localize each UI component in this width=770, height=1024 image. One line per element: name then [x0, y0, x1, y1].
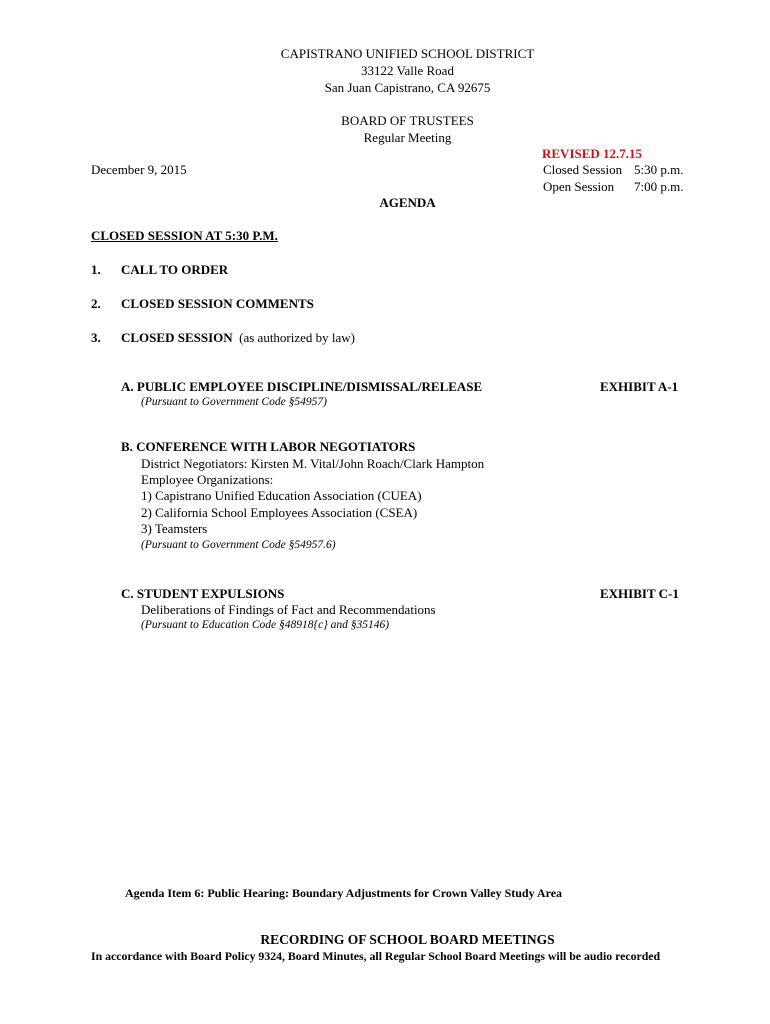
item-1-number: 1.	[91, 262, 101, 277]
board-title: BOARD OF TRUSTEES	[341, 113, 474, 128]
sub-b-title: B. CONFERENCE WITH LABOR NEGOTIATORS	[121, 439, 416, 454]
sub-c-citation: (Pursuant to Education Code §48918{c} and §35146)	[141, 619, 390, 631]
agenda-heading: AGENDA	[379, 195, 436, 210]
sub-b-line-4: 2) California School Employees Association (CSEA)	[141, 505, 418, 520]
closed-session-label: Closed Session	[543, 162, 623, 177]
meeting-date: December 9, 2015	[91, 162, 187, 177]
sub-b-line-5: 3) Teamsters	[141, 521, 208, 536]
address-line-2: San Juan Capistrano, CA 92675	[324, 80, 491, 95]
sub-b-line-2: Employee Organizations:	[141, 472, 274, 487]
item-1-title: CALL TO ORDER	[121, 262, 229, 277]
closed-session-heading: CLOSED SESSION AT 5:30 P.M.	[91, 228, 278, 243]
open-session-time: 7:00 p.m.	[634, 179, 684, 194]
sub-b-line-3: 1) Capistrano Unified Education Association (CUEA)	[141, 488, 422, 503]
meeting-type: Regular Meeting	[363, 130, 452, 145]
district-name: CAPISTRANO UNIFIED SCHOOL DISTRICT	[280, 46, 535, 61]
sub-c-title: C. STUDENT EXPULSIONS	[121, 586, 285, 601]
sub-a-exhibit: EXHIBIT A-1	[600, 379, 679, 394]
item-3-title: CLOSED SESSION	[121, 330, 233, 345]
sub-a-citation: (Pursuant to Government Code §54957)	[141, 396, 327, 408]
recording-title: RECORDING OF SCHOOL BOARD MEETINGS	[260, 932, 555, 947]
item-3-line	[121, 330, 355, 346]
address-line-1: 33122 Valle Road	[361, 63, 454, 78]
sub-b-citation: (Pursuant to Government Code §54957.6)	[141, 539, 336, 551]
sub-c-exhibit: EXHIBIT C-1	[600, 586, 679, 601]
agenda-item-note: Agenda Item 6: Public Hearing: Boundary Adjustments for Crown Valley Study Area	[125, 886, 563, 900]
item-3-note: (as authorized by law)	[239, 330, 356, 345]
closed-session-time: 5:30 p.m.	[634, 162, 684, 177]
sub-a-title: A. PUBLIC EMPLOYEE DISCIPLINE/DISMISSAL/RELEASE	[121, 379, 483, 394]
revised-note: REVISED 12.7.15	[542, 146, 643, 161]
item-2-title: CLOSED SESSION COMMENTS	[121, 296, 314, 311]
sub-c-line: Deliberations of Findings of Fact and Recommendations	[141, 602, 436, 617]
recording-note: In accordance with Board Policy 9324, Board Minutes, all Regular School Board Meetings will be audio recorded	[91, 949, 661, 963]
sub-b-line-1: District Negotiators: Kirsten M. Vital/John Roach/Clark Hampton	[141, 456, 485, 471]
item-2-number: 2.	[91, 296, 101, 311]
open-session-label: Open Session	[543, 179, 615, 194]
item-3-number: 3.	[91, 330, 101, 345]
